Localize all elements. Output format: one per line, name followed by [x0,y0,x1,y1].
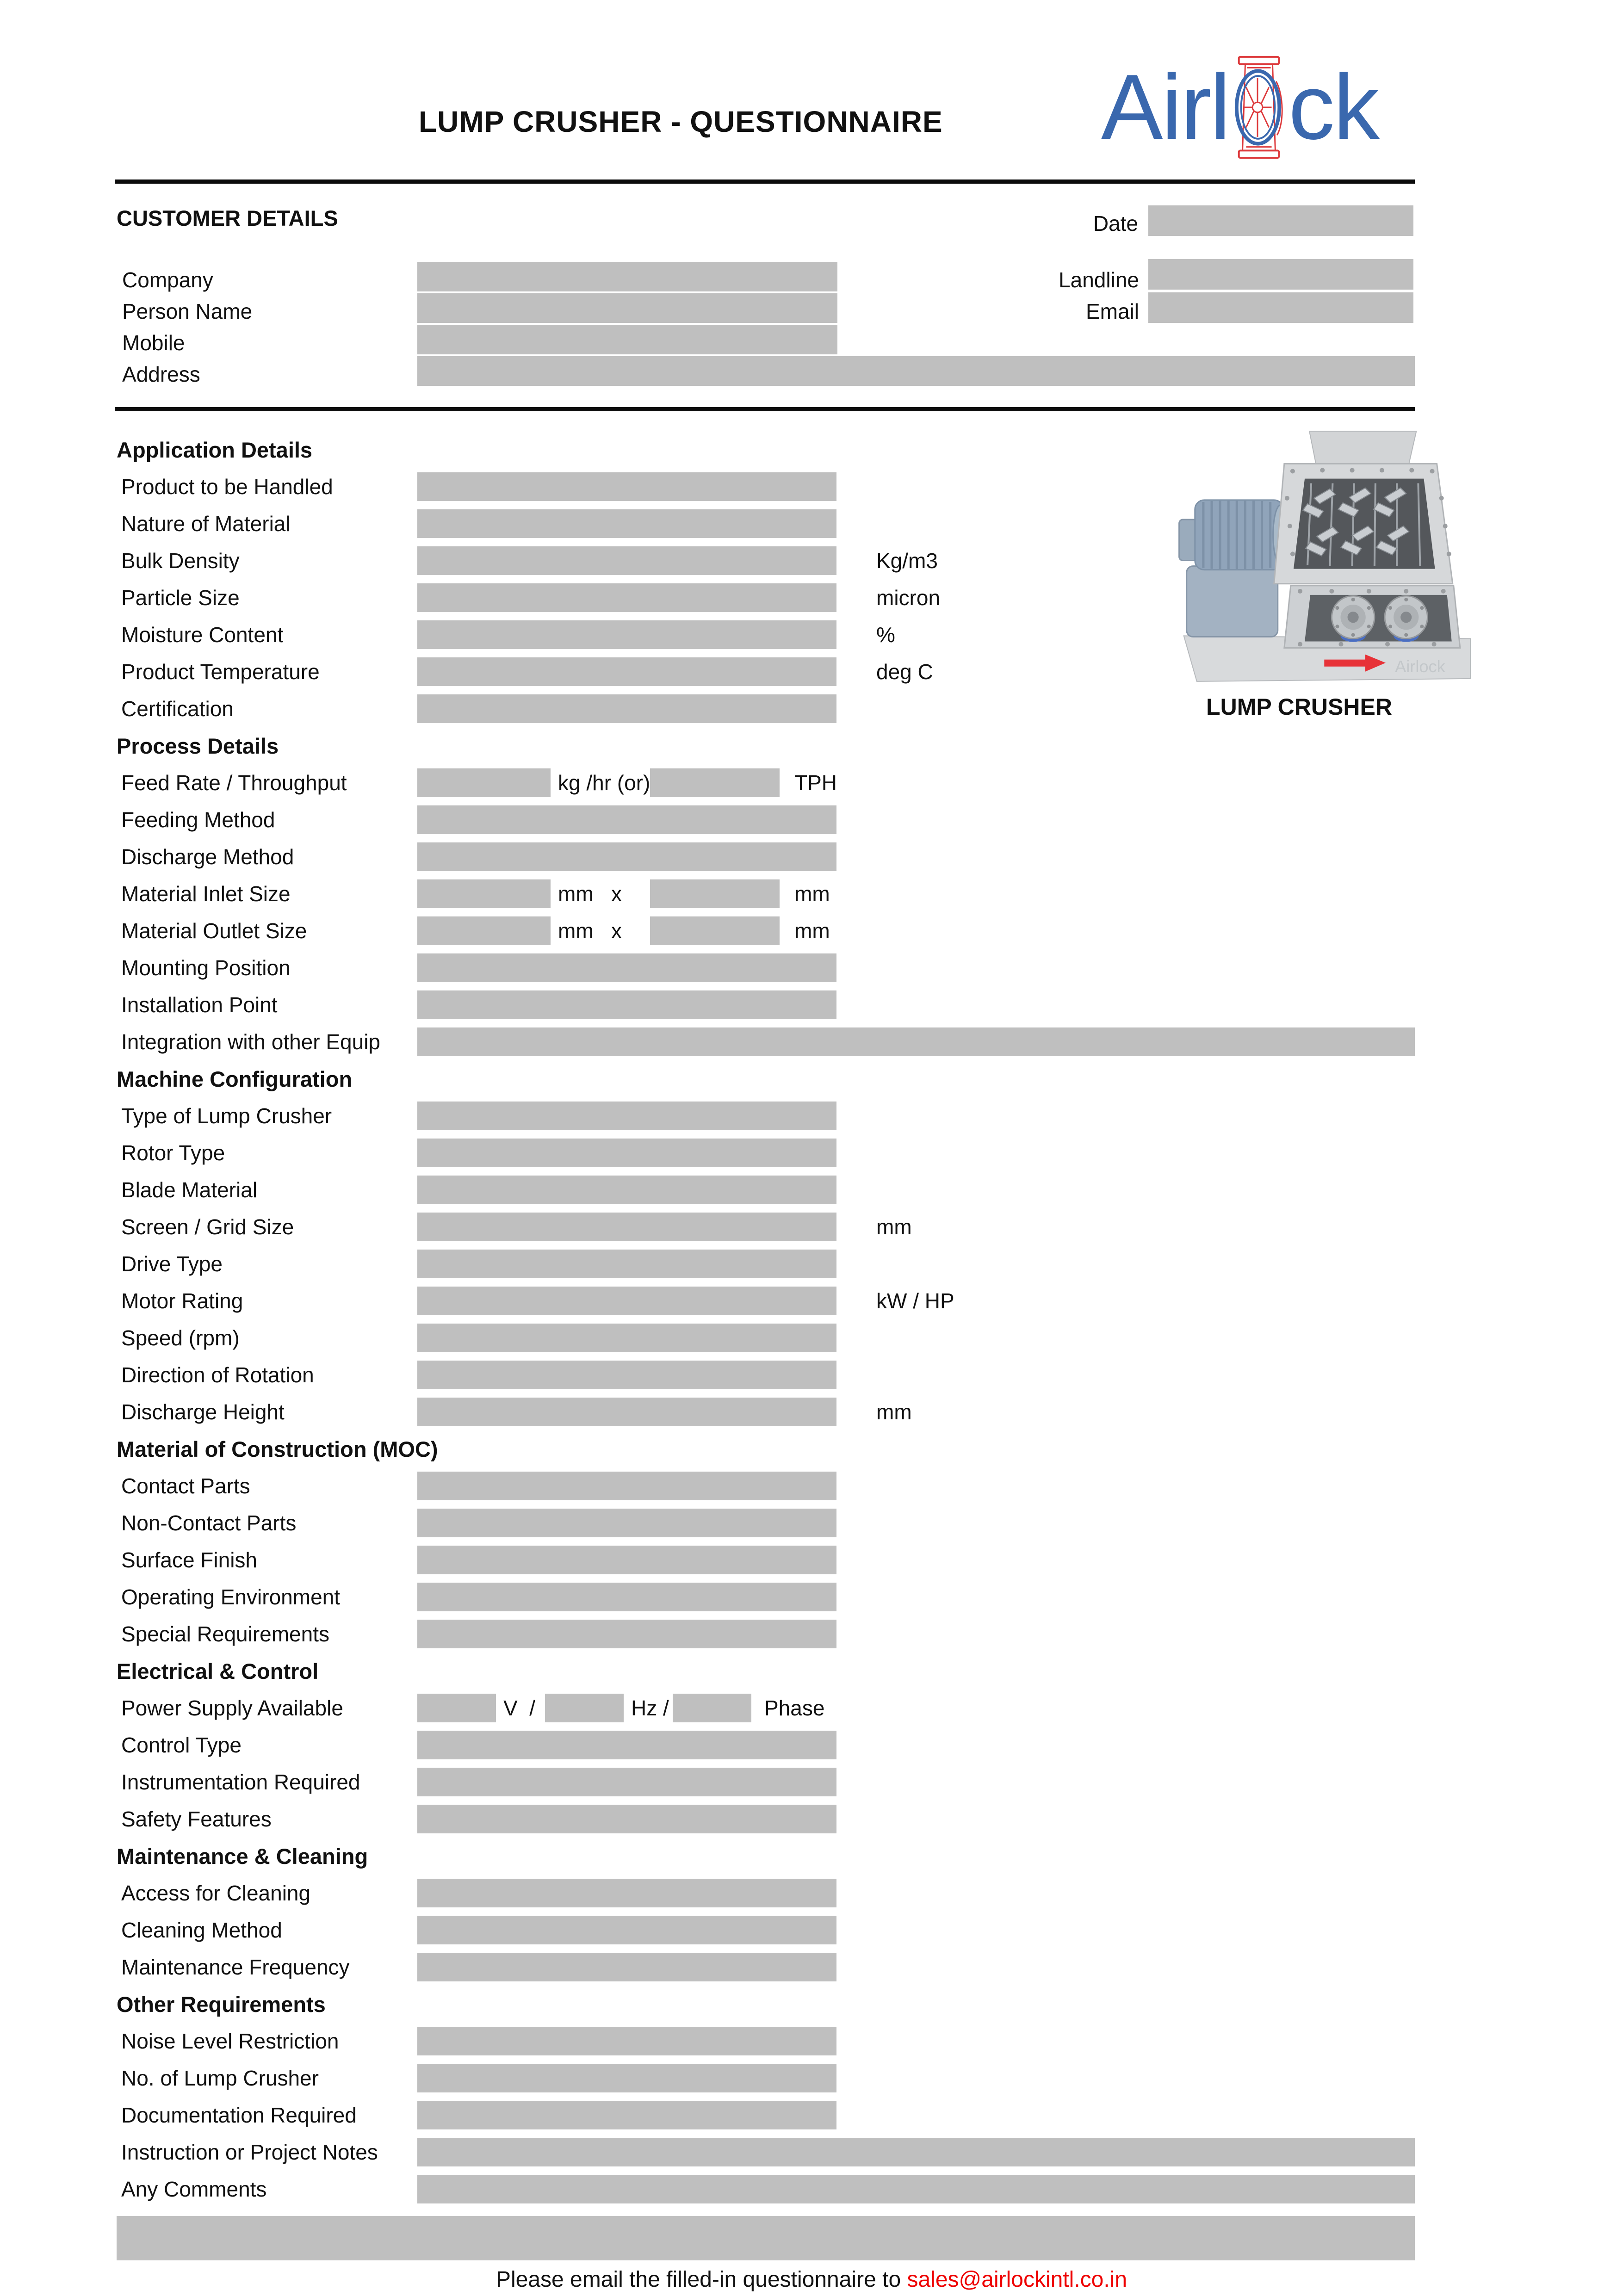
form-row [0,1578,1623,1615]
form-row [0,1949,1623,1986]
form-row [0,1875,1623,1912]
field-label-operating-environment: Operating Environment [121,1585,341,1609]
unit-label: deg C [876,660,933,684]
form-row [0,1764,1623,1801]
form-row [0,875,1623,912]
input-material-inlet-size-2[interactable] [650,879,780,908]
field-label-blade-material: Blade Material [121,1178,258,1202]
input-noise-level-restriction[interactable] [417,2027,836,2055]
form-row [0,1282,1623,1319]
input-material-outlet-size-1[interactable] [417,916,551,945]
form-row [0,1690,1623,1727]
input-feed-rate-throughput-2[interactable] [650,768,780,797]
input-person-name[interactable] [417,293,837,323]
section-title-machine-configuration: Machine Configuration [117,1066,353,1091]
page-title: LUMP CRUSHER - QUESTIONNAIRE [419,105,943,138]
field-label-discharge-method: Discharge Method [121,845,294,869]
field-label-material-outlet-size: Material Outlet Size [121,919,307,943]
field-label-drive-type: Drive Type [121,1252,223,1276]
customer-divider [115,407,1415,411]
input-motor-rating[interactable] [417,1287,836,1315]
input-company[interactable] [417,262,837,291]
form-row [0,838,1623,875]
form-row [0,2023,1623,2060]
input-date[interactable] [1148,205,1413,236]
field-label-particle-size: Particle Size [121,586,240,610]
input-type-of-lump-crusher[interactable] [417,1102,836,1130]
input-landline[interactable] [1148,259,1413,290]
input-drive-type[interactable] [417,1250,836,1278]
input-maintenance-frequency[interactable] [417,1953,836,1981]
form-row [0,1801,1623,1838]
input-instrumentation-required[interactable] [417,1768,836,1796]
form-row [0,1319,1623,1356]
field-label-direction-of-rotation: Direction of Rotation [121,1363,314,1387]
form-row [0,1208,1623,1245]
input-discharge-method[interactable] [417,842,836,871]
unit-label: mm x [558,919,622,943]
field-label-product-to-be-handled: Product to be Handled [121,475,333,499]
form-row [0,1171,1623,1208]
field-label-material-inlet-size: Material Inlet Size [121,882,291,906]
form-row [0,1356,1623,1393]
form-row [0,1097,1623,1134]
field-label-certification: Certification [121,697,234,721]
form-row [0,801,1623,838]
field-label-noise-level-restriction: Noise Level Restriction [121,2029,339,2053]
input-feed-rate-throughput-1[interactable] [417,768,551,797]
section-title-maintenance-cleaning: Maintenance & Cleaning [117,1844,368,1869]
section-title-process-details: Process Details [117,733,279,758]
unit-label: mm x [558,882,622,906]
field-label-maintenance-frequency: Maintenance Frequency [121,1955,350,1979]
page-header [0,0,1623,185]
input-contact-parts[interactable] [417,1472,836,1500]
input-special-requirements[interactable] [417,1620,836,1648]
input-rotor-type[interactable] [417,1139,836,1167]
mobile-label: Mobile [122,331,185,355]
footer-text: Please email the filled-in questionnaire to [496,2267,907,2292]
form-row [0,1727,1623,1764]
unit-label: mm [876,1400,912,1424]
input-installation-point[interactable] [417,990,836,1019]
input-instruction-or-project-notes[interactable] [417,2138,1415,2166]
field-label-moisture-content: Moisture Content [121,623,284,647]
input-mobile[interactable] [417,325,837,354]
rotary-valve-icon [1232,53,1286,161]
logo-text-left: Airl [1101,56,1229,159]
field-label-special-requirements: Special Requirements [121,1622,330,1646]
field-label-nature-of-material: Nature of Material [121,512,291,536]
date-label: Date [1093,211,1138,235]
input-mounting-position[interactable] [417,953,836,982]
form-row [0,1467,1623,1504]
form-row [0,1023,1623,1060]
field-label-mounting-position: Mounting Position [121,956,291,980]
field-label-access-for-cleaning: Access for Cleaning [121,1881,311,1905]
form-row [0,986,1623,1023]
field-label-safety-features: Safety Features [121,1807,272,1831]
form-row [0,2171,1623,2208]
landline-label: Landline [1059,268,1139,292]
input-power-supply-available-3[interactable] [673,1694,751,1722]
input-power-supply-available-2[interactable] [545,1694,624,1722]
customer-details-heading: CUSTOMER DETAILS [117,206,338,230]
unit-label: micron [876,586,941,610]
form-row [0,912,1623,949]
field-label-documentation-required: Documentation Required [121,2103,357,2127]
form-row [0,2134,1623,2171]
form-row [0,1541,1623,1578]
unit-label: mm [876,1215,912,1239]
field-label-product-temperature: Product Temperature [121,660,320,684]
input-address[interactable] [417,356,1415,386]
form-row [0,1134,1623,1171]
unit-label: kg /hr (or) [558,771,650,795]
input-no-of-lump-crusher[interactable] [417,2064,836,2092]
field-label-any-comments: Any Comments [121,2177,267,2201]
field-label-non-contact-parts: Non-Contact Parts [121,1511,297,1535]
unit-label: % [876,623,895,647]
input-direction-of-rotation[interactable] [417,1361,836,1389]
input-screen-grid-size[interactable] [417,1213,836,1241]
field-label-discharge-height: Discharge Height [121,1400,285,1424]
form-row [0,1504,1623,1541]
field-label-control-type: Control Type [121,1733,242,1757]
unit-label: mm [794,882,830,906]
lump-crusher-image [1127,428,1471,689]
unit-label: Kg/m3 [876,549,938,573]
lump-crusher-figure [1127,428,1471,720]
logo-text-right: ck [1288,56,1378,159]
input-safety-features[interactable] [417,1805,836,1833]
unit-label: mm [794,919,830,943]
section-title-application-details: Application Details [117,437,313,462]
input-operating-environment[interactable] [417,1583,836,1611]
field-label-cleaning-method: Cleaning Method [121,1918,282,1942]
input-material-outlet-size-2[interactable] [650,916,780,945]
input-control-type[interactable] [417,1731,836,1759]
field-label-feeding-method: Feeding Method [121,808,275,832]
input-power-supply-available-1[interactable] [417,1694,496,1722]
field-label-screen-grid-size: Screen / Grid Size [121,1215,294,1239]
unit-label: TPH [794,771,837,795]
field-label-instruction-or-project-notes: Instruction or Project Notes [121,2140,378,2164]
footer-note [0,2267,1623,2292]
form-row [0,1912,1623,1949]
input-email[interactable] [1148,292,1413,323]
input-moisture-content[interactable] [417,620,836,649]
email-label: Email [1085,299,1139,323]
input-documentation-required[interactable] [417,2101,836,2129]
form-row [0,1615,1623,1652]
company-label: Company [122,268,213,292]
input-discharge-height[interactable] [417,1398,836,1426]
input-product-to-be-handled[interactable] [417,472,836,501]
section-title-material-of-construction-moc: Material of Construction (MOC) [117,1436,438,1461]
input-non-contact-parts[interactable] [417,1509,836,1537]
form-row [0,1393,1623,1430]
field-label-surface-finish: Surface Finish [121,1548,258,1572]
figure-caption: LUMP CRUSHER [1206,694,1392,720]
field-label-power-supply-available: Power Supply Available [121,1696,343,1720]
section-title-electrical-control: Electrical & Control [117,1659,319,1683]
input-integration-with-other-equip[interactable] [417,1027,1415,1056]
field-label-speed-rpm: Speed (rpm) [121,1326,240,1350]
field-label-integration-with-other-equip: Integration with other Equip [121,1030,381,1054]
unit-label: Hz / [631,1696,669,1720]
input-feeding-method[interactable] [417,805,836,834]
field-label-motor-rating: Motor Rating [121,1289,243,1313]
header-divider [115,179,1415,184]
section-title-other-requirements: Other Requirements [117,1992,326,2017]
form-row [0,2097,1623,2134]
field-label-type-of-lump-crusher: Type of Lump Crusher [121,1104,332,1128]
form-row [0,1245,1623,1282]
footer-email-link[interactable]: sales@airlockintl.co.in [907,2267,1127,2292]
input-bulk-density[interactable] [417,546,836,575]
field-label-feed-rate-throughput: Feed Rate / Throughput [121,771,347,795]
address-label: Address [122,362,200,386]
customer-details-section [0,185,1623,412]
form-row [0,2060,1623,2097]
input-product-temperature[interactable] [417,657,836,686]
input-access-for-cleaning[interactable] [417,1879,836,1907]
input-additional-comments-area[interactable] [117,2216,1415,2260]
input-certification[interactable] [417,694,836,723]
person-name-label: Person Name [122,299,253,323]
form-row [0,949,1623,986]
svg-text:Airlock: Airlock [1395,656,1445,676]
input-cleaning-method[interactable] [417,1916,836,1944]
input-blade-material[interactable] [417,1176,836,1204]
field-label-installation-point: Installation Point [121,993,278,1017]
form-row [0,764,1623,801]
input-surface-finish[interactable] [417,1546,836,1574]
field-label-bulk-density: Bulk Density [121,549,240,573]
input-material-inlet-size-1[interactable] [417,879,551,908]
field-label-contact-parts: Contact Parts [121,1474,250,1498]
field-label-instrumentation-required: Instrumentation Required [121,1770,360,1794]
input-speed-rpm[interactable] [417,1324,836,1352]
input-particle-size[interactable] [417,583,836,612]
field-label-rotor-type: Rotor Type [121,1141,225,1165]
input-any-comments[interactable] [417,2175,1415,2203]
airlock-logo [1101,52,1378,163]
field-label-no-of-lump-crusher: No. of Lump Crusher [121,2066,319,2090]
unit-label: Phase [764,1696,825,1720]
unit-label: V / [503,1696,536,1720]
unit-label: kW / HP [876,1289,954,1313]
input-nature-of-material[interactable] [417,509,836,538]
